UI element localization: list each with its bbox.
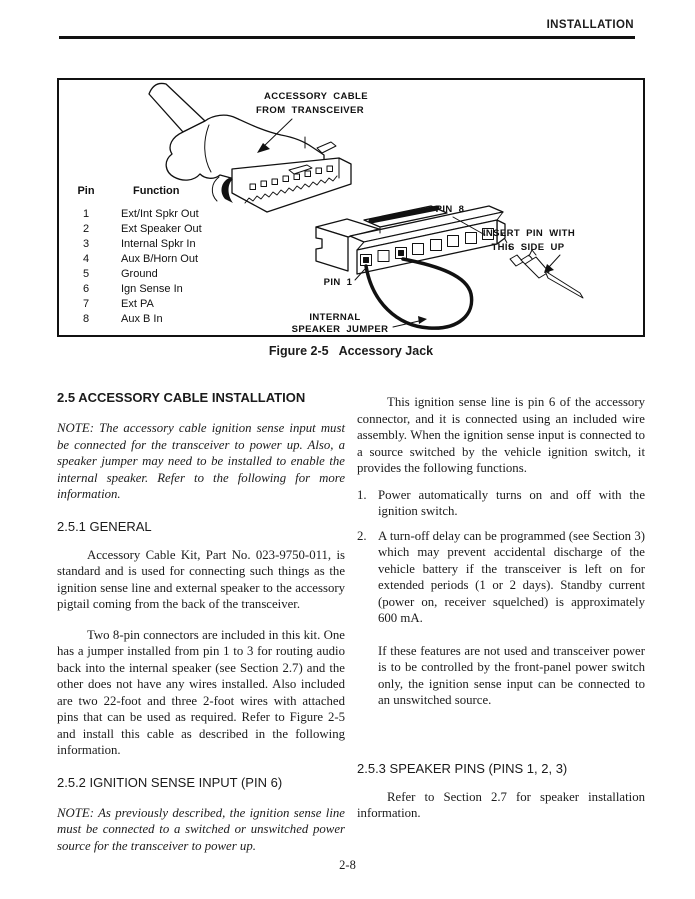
- figure-2-5: [57, 78, 645, 337]
- para-unswitched: If these features are not used and transceiver power is to be controlled by the front-panel power switch only, the ignition sense input can be connected to an unswitched source.: [378, 643, 645, 707]
- ignition-function-list: [357, 487, 645, 627]
- pin-table-row: 7 Ext PA: [82, 298, 154, 310]
- pin-table-row: 2 Ext Speaker Out: [82, 223, 202, 235]
- note-2-5-2: NOTE: As previously described, the ignition sense line must be connected to a switched or unswitched power source for the transceiver to power up.: [57, 805, 345, 853]
- accessory-jack-drawing: [316, 206, 505, 274]
- function-column-header: Function: [133, 185, 180, 197]
- pin-table-row: 4 Aux B/Horn Out: [82, 253, 199, 265]
- pin-table-row: 6 Ign Sense In: [82, 283, 183, 295]
- pin-column-header: Pin: [77, 185, 95, 197]
- page-header: INSTALLATION: [546, 19, 634, 31]
- pin-table-row: 5 Ground: [82, 268, 158, 280]
- pin1-label: PIN 1: [323, 277, 353, 288]
- pin-function-table: [65, 184, 202, 327]
- list-item-text: Power automatically turns on and off with the ignition switch.: [378, 487, 645, 518]
- para-2-5-3: Refer to Section 2.7 for speaker installation information.: [357, 789, 645, 820]
- list-item: [357, 487, 645, 520]
- accessory-cable-label-line2: FROM TRANSCEIVER: [255, 105, 365, 116]
- figure-caption: Figure 2-5 Accessory Jack: [268, 344, 434, 358]
- note-2-5: NOTE: The accessory cable ignition sense input must be connected for the transceiver to power up. Also, a speaker jumper may need to be installed to enable the internal speaker. Refer to the following for more information.: [57, 421, 345, 501]
- pin8-label: PIN 8: [435, 204, 465, 215]
- section-2-5-heading: 2.5 ACCESSORY CABLE INSTALLATION: [57, 390, 306, 405]
- pin-table-row: 8 Aux B In: [82, 313, 163, 325]
- list-item-text: A turn-off delay can be programmed (see Section 3) which may prevent accidental discharge of the vehicle battery if the transceiver is left on for extended periods (1 or 2 days). Standby current (power on, receiver squelched) is approximately 600 mA.: [378, 528, 645, 625]
- para-2-5-1-b: Two 8-pin connectors are included in this kit. One has a jumper installed from pin 1 to 3 for routing audio back into the internal speaker (see Section 2.7) and the other does not have any wires installed. Also included are two 22-foot and three 2-foot wires with attached pins that can be used as required. Refer to Figure 2-5 and install this cable as described in the following information.: [57, 627, 345, 757]
- insert-pin-label-line1: INSERT PIN WITH: [482, 228, 576, 239]
- insert-pin-leader: [544, 255, 560, 273]
- jumper-label-line1: INTERNAL: [309, 312, 361, 323]
- body-columns: [57, 382, 645, 854]
- list-item: [357, 528, 645, 627]
- insert-pin-label-line2: THIS SIDE UP: [491, 242, 565, 253]
- list-item-number: 1.: [357, 487, 367, 502]
- pin-table-row: 1 Ext/Int Spkr Out: [82, 208, 199, 220]
- page-number: 2-8: [339, 858, 356, 872]
- pin-table-row: 3 Internal Spkr In: [82, 238, 196, 250]
- section-2-5-2-heading: 2.5.2 IGNITION SENSE INPUT (PIN 6): [57, 774, 283, 790]
- list-item-number: 2.: [357, 528, 367, 543]
- section-2-5-1-heading: 2.5.1 GENERAL: [57, 518, 152, 534]
- right-column: [357, 382, 645, 854]
- jumper-label-line2: SPEAKER JUMPER: [291, 324, 389, 335]
- pin-table-header: [65, 184, 202, 199]
- section-2-5-3-heading: 2.5.3 SPEAKER PINS (PINS 1, 2, 3): [357, 760, 568, 776]
- para-ignition-intro: This ignition sense line is pin 6 of the accessory connector, and it is connected using an included wire assembly. When the ignition sense input is connected to a source switched by the vehicle ignition switch, it provides the following functions.: [357, 395, 645, 475]
- header-rule: [59, 36, 635, 39]
- left-column: [57, 382, 345, 854]
- accessory-cable-label-line1: ACCESSORY CABLE: [263, 91, 369, 102]
- para-2-5-1-a: Accessory Cable Kit, Part No. 023-9750-011, is standard and is used for connecting such things as the ignition sense line and external speaker to the accessory pigtail coming from the back of the transceiver.: [57, 547, 345, 611]
